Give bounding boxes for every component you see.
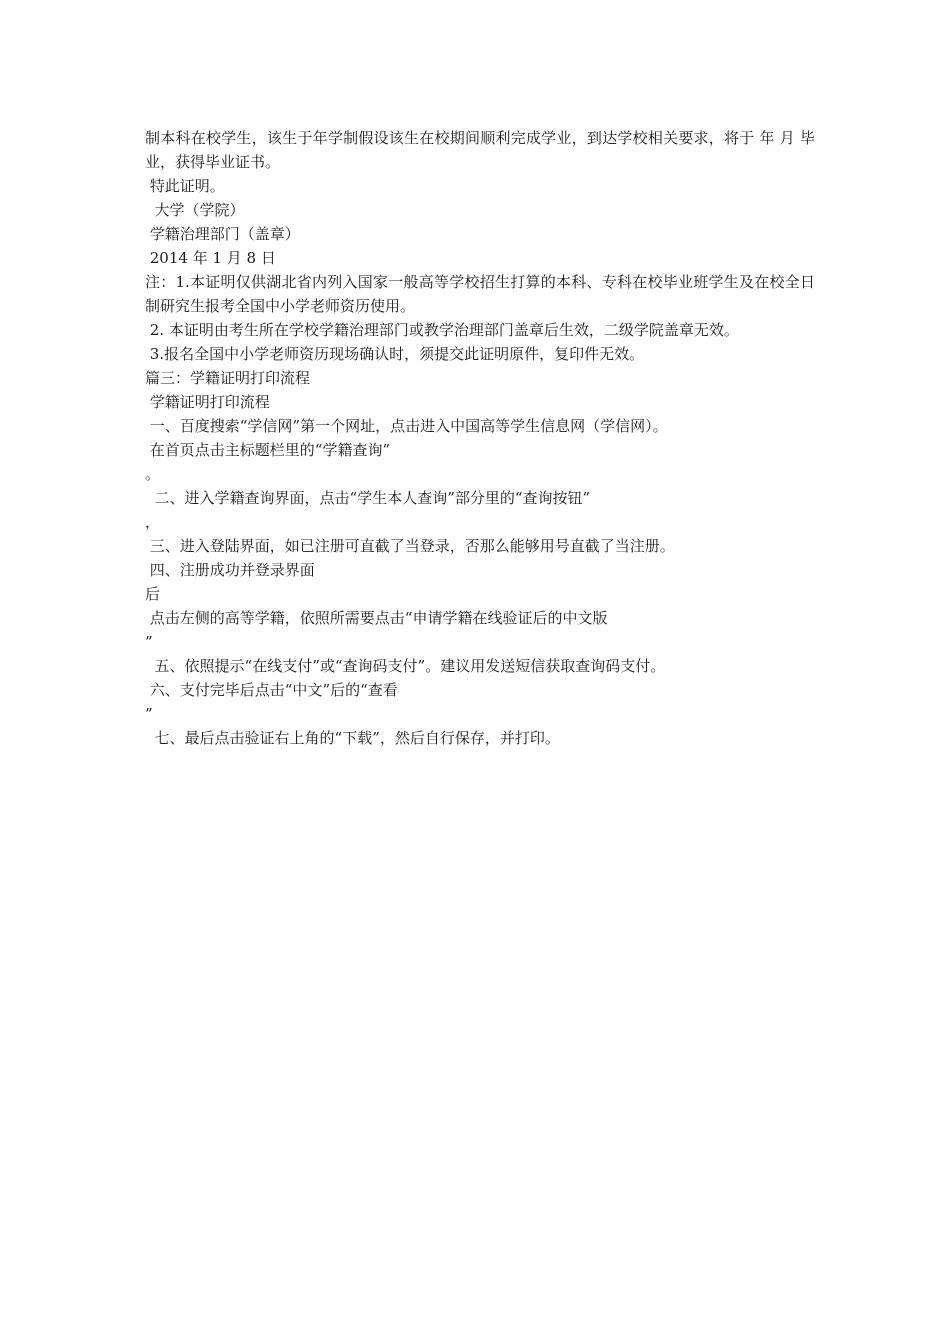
paragraph-university: 大学（学院）: [145, 201, 245, 219]
paragraph-registry-department: 学籍治理部门（盖章）: [145, 225, 300, 243]
step-7: 七、最后点击验证右上角的“下载”，然后自行保存，并打印。: [145, 729, 560, 747]
step-2-end: ，: [145, 513, 161, 531]
paragraph-hereby-certify: 特此证明。: [145, 177, 225, 195]
paragraph-note-2: 2. 本证明由考生所在学校学籍治理部门或教学治理部门盖章后生效，二级学院盖章无效。: [145, 321, 739, 339]
step-5: 五、依照提示“在线支付”或“查询码支付”。建议用发送短信获取查询码支付。: [145, 657, 666, 675]
step-6-end: ”: [145, 705, 153, 723]
step-4-end: ”: [145, 633, 153, 651]
step-1-detail: 在首页点击主标题栏里的“学籍查询”: [145, 441, 391, 459]
step-1-end: 。: [145, 465, 161, 483]
section-heading: 篇三：学籍证明打印流程: [145, 369, 311, 387]
section-subheading: 学籍证明打印流程: [145, 393, 270, 411]
step-4: 四、注册成功并登录界面: [145, 561, 315, 579]
paragraph-certificate-body: 制本科在校学生，该生于年学制假设该生在校期间顺利完成学业，到达学校相关要求，将于 年 月 毕业，获得毕业证书。: [145, 129, 815, 171]
step-1: 一、百度搜索“学信网”第一个网址，点击进入中国高等学生信息网（学信网）。: [145, 417, 668, 435]
step-2: 二、进入学籍查询界面，点击“学生本人查询”部分里的“查询按钮”: [145, 489, 591, 507]
paragraph-note-3: 3.报名全国中小学老师资历现场确认时，须提交此证明原件，复印件无效。: [145, 345, 645, 363]
step-3: 三、进入登陆界面，如已注册可直截了当登录，否那么能够用号直截了当注册。: [145, 537, 675, 555]
step-6: 六、支付完毕后点击“中文”后的“查看: [145, 681, 398, 699]
paragraph-note-1: 注：1.本证明仅供湖北省内列入国家一般高等学校招生打算的本科、专科在校毕业班学生及在校全日制研究生报考全国中小学老师资历使用。: [145, 273, 815, 315]
step-4-detail: 点击左侧的高等学籍，依照所需要点击“申请学籍在线验证后的中文版: [145, 609, 608, 627]
document-body: [145, 126, 815, 750]
paragraph-date: 2014 年 1 月 8 日: [145, 249, 276, 267]
step-4-continued: 后: [145, 585, 161, 603]
